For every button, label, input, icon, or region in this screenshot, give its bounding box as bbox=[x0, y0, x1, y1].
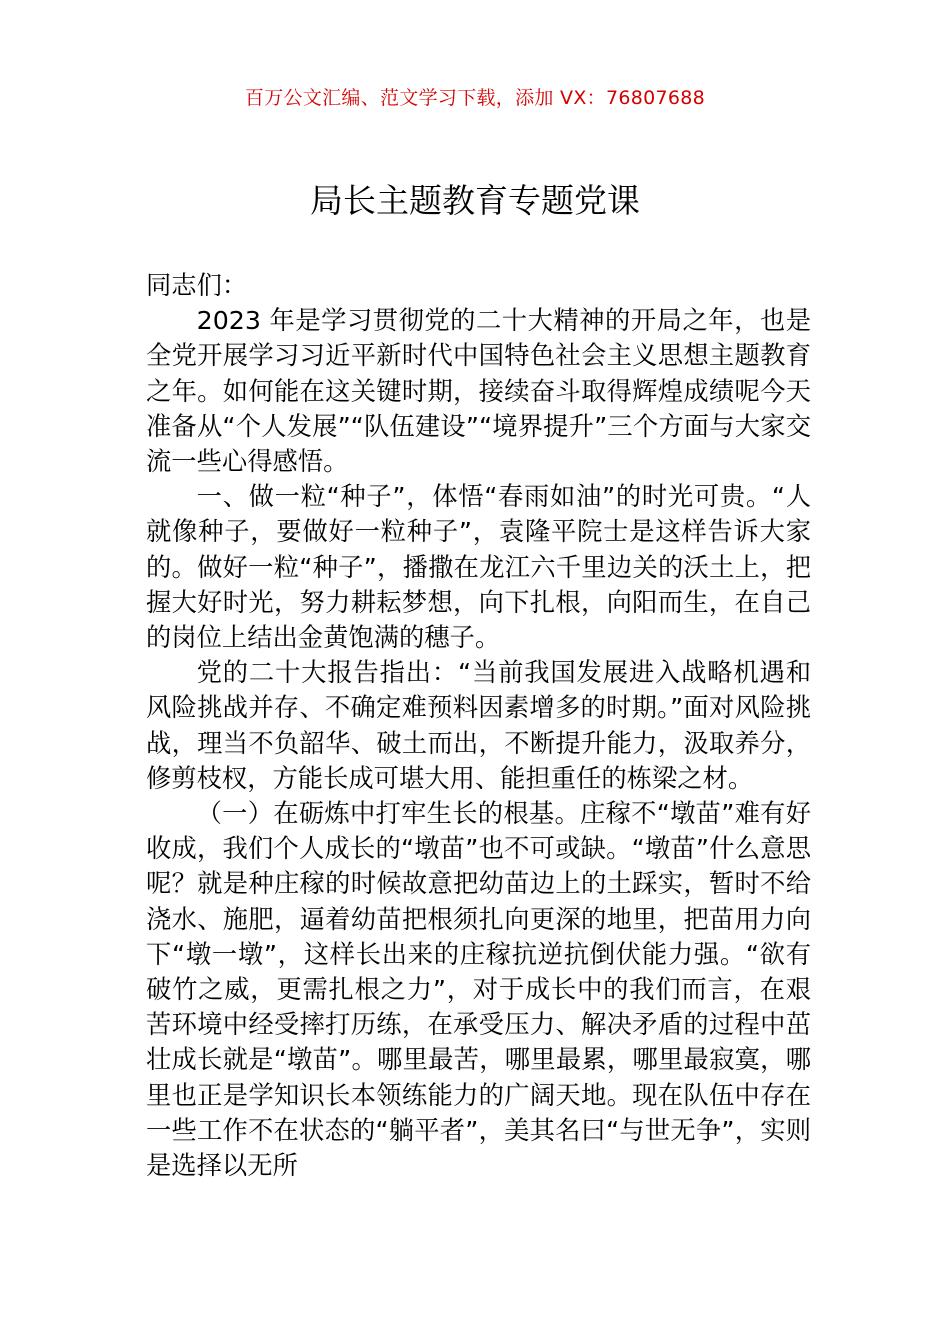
paragraph-intro: 2023 年是学习贯彻党的二十大精神的开局之年，也是全党开展学习习近平新时代中国特色社会主义思想主题教育之年。如何能在这关键时期，接续奋斗取得辉煌成绩呢今天准备从“个人发展”“队伍建设”“境界提升”三个方面与大家交流一些心得感悟。 bbox=[146, 306, 811, 477]
paragraph-report-quote: 党的二十大报告指出：“当前我国发展进入战略机遇和风险挑战并存、不确定难预料因素增多的时期。”面对风险挑战，理当不负韶华、破土而出，不断提升能力，汲取养分，修剪枝杈，方能长成可堪大用、能担重任的栋梁之材。 bbox=[146, 658, 811, 793]
document-title: 局长主题教育专题党课 bbox=[310, 181, 640, 220]
document-body bbox=[146, 268, 811, 1183]
watermark-contact-note: 百万公文汇编、范文学习下载，添加 VX：76807688 bbox=[244, 87, 706, 109]
salutation: 同志们： bbox=[146, 271, 248, 300]
paragraph-section-one: 一、做一粒“种子”，体悟“春雨如油”的时光可贵。“人就像种子，要做好一粒种子”，袁隆平院士是这样告诉大家的。做好一粒“种子”，播撒在龙江六千里边关的沃土上，把握大好时光，努力耕耘梦想，向下扎根，向阳而生，在自己的岗位上结出金黄饱满的穗子。 bbox=[146, 482, 811, 653]
paragraph-subsection-one: （一）在砺炼中打牢生长的根基。庄稼不“墩苗”难有好收成，我们个人成长的“墩苗”也不可或缺。“墩苗”什么意思呢？就是种庄稼的时候故意把幼苗边上的土踩实，暂时不给浇水、施肥，逼着幼苗把根须扎向更深的地里，把苗用力向下“墩一墩”，这样长出来的庄稼抗逆抗倒伏能力强。“欲有破竹之威，更需扎根之力”，对于成长中的我们而言，在艰苦环境中经受摔打历练，在承受压力、解决矛盾的过程中茁壮成长就是“墩苗”。哪里最苦，哪里最累，哪里最寂寞，哪里也正是学知识长本领练能力的广阔天地。现在队伍中存在一些工作不在状态的“躺平者”，美其名曰“与世无争”，实则是选择以无所 bbox=[146, 799, 811, 1181]
